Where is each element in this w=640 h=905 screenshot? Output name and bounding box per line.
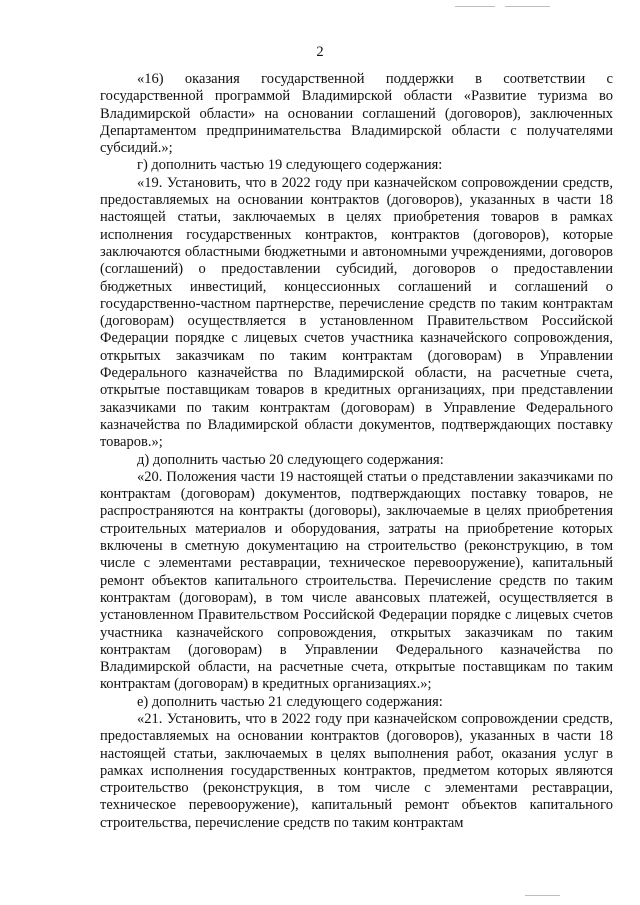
paragraph-amendment-e: е) дополнить частью 21 следующего содержания: bbox=[137, 693, 443, 710]
document-body bbox=[100, 71, 613, 832]
page-number: 2 bbox=[316, 44, 324, 60]
paragraph-amendment-d: д) дополнить частью 20 следующего содержания: bbox=[137, 451, 444, 468]
paragraph-part-19: «19. Установить, что в 2022 году при казначейском сопровождении средств, предоставляемых на основании контрактов (договоров), указанных в части 18 настоящей статьи, заключаемых в целях приобретения товаров в рамках исполнения государственных контрактов, контрактов (договоров), которые заключаются областными бюджетными и автономными учреждениями, договоров (соглашений) о предоставлении субсидий, договоров о предоставлении бюджетных инвестиций, концессионных соглашений и соглашений о государственно-частном партнерстве, перечисление средств по таким контрактам (договорам) осуществляется в установленном Правительством Российской Федерации порядке с лицевых счетов участника казначейского сопровождения, открытых заказчикам по таким контрактам (договорам) в Управлении Федерального казначейства по Владимирской области, на расчетные счета, открытые поставщикам товаров в кредитных организациях, при представлении заказчиками по таким контрактам (договорам) в Управление Федерального казначейства по Владимирской области документов, подтверждающих поставку товаров.»; bbox=[100, 174, 613, 451]
scan-artifact-top bbox=[455, 6, 495, 7]
paragraph-amendment-g: г) дополнить частью 19 следующего содержания: bbox=[137, 157, 443, 174]
paragraph-part-20: «20. Положения части 19 настоящей статьи о представлении заказчиками по контрактам (договорам) документов, подтверждающих поставку товаров, не распространяются на контракты (договоры), заключаемые в целях приобретения строительных материалов и оборудования, затраты на приобретение которых включены в сметную документацию на строительство (реконструкцию, в том числе с элементами реставрации, техническое перевооружение), капитальный ремонт объектов капитального строительства. Перечисление средств по таким контрактам (договорам), в том числе авансовых платежей, осуществляется в установленном Правительством Российской Федерации порядке с лицевых счетов участника казначейского сопровождения, открытых заказчикам по таким контрактам (договорам) в Управлении Федерального казначейства по Владимирской области, на расчетные счета, открытые поставщикам по таким контрактам (договорам) в кредитных организациях.»; bbox=[100, 468, 613, 693]
scan-artifact-bottom bbox=[525, 895, 560, 896]
scan-artifact-top-2 bbox=[505, 6, 550, 7]
paragraph-part-21: «21. Установить, что в 2022 году при казначейском сопровождении средств, предоставляемых на основании контрактов (договоров), указанных в части 18 настоящей статьи, заключаемых в целях выполнения работ, оказания услуг в рамках исполнения государственных контрактов, предметом которых являются строительство (реконструкция, в том числе с элементами реставрации, техническое перевооружение), капитальный ремонт объектов капитального строительства, перечисление средств по таким контрактам bbox=[100, 710, 613, 831]
paragraph-item-16: «16) оказания государственной поддержки в соответствии с государственной программой Владимирской области «Развитие туризма во Владимирской области» на основании соглашений (договоров), заключенных Департаментом предпринимательства Владимирской области с получателями субсидий.»; bbox=[100, 71, 613, 157]
